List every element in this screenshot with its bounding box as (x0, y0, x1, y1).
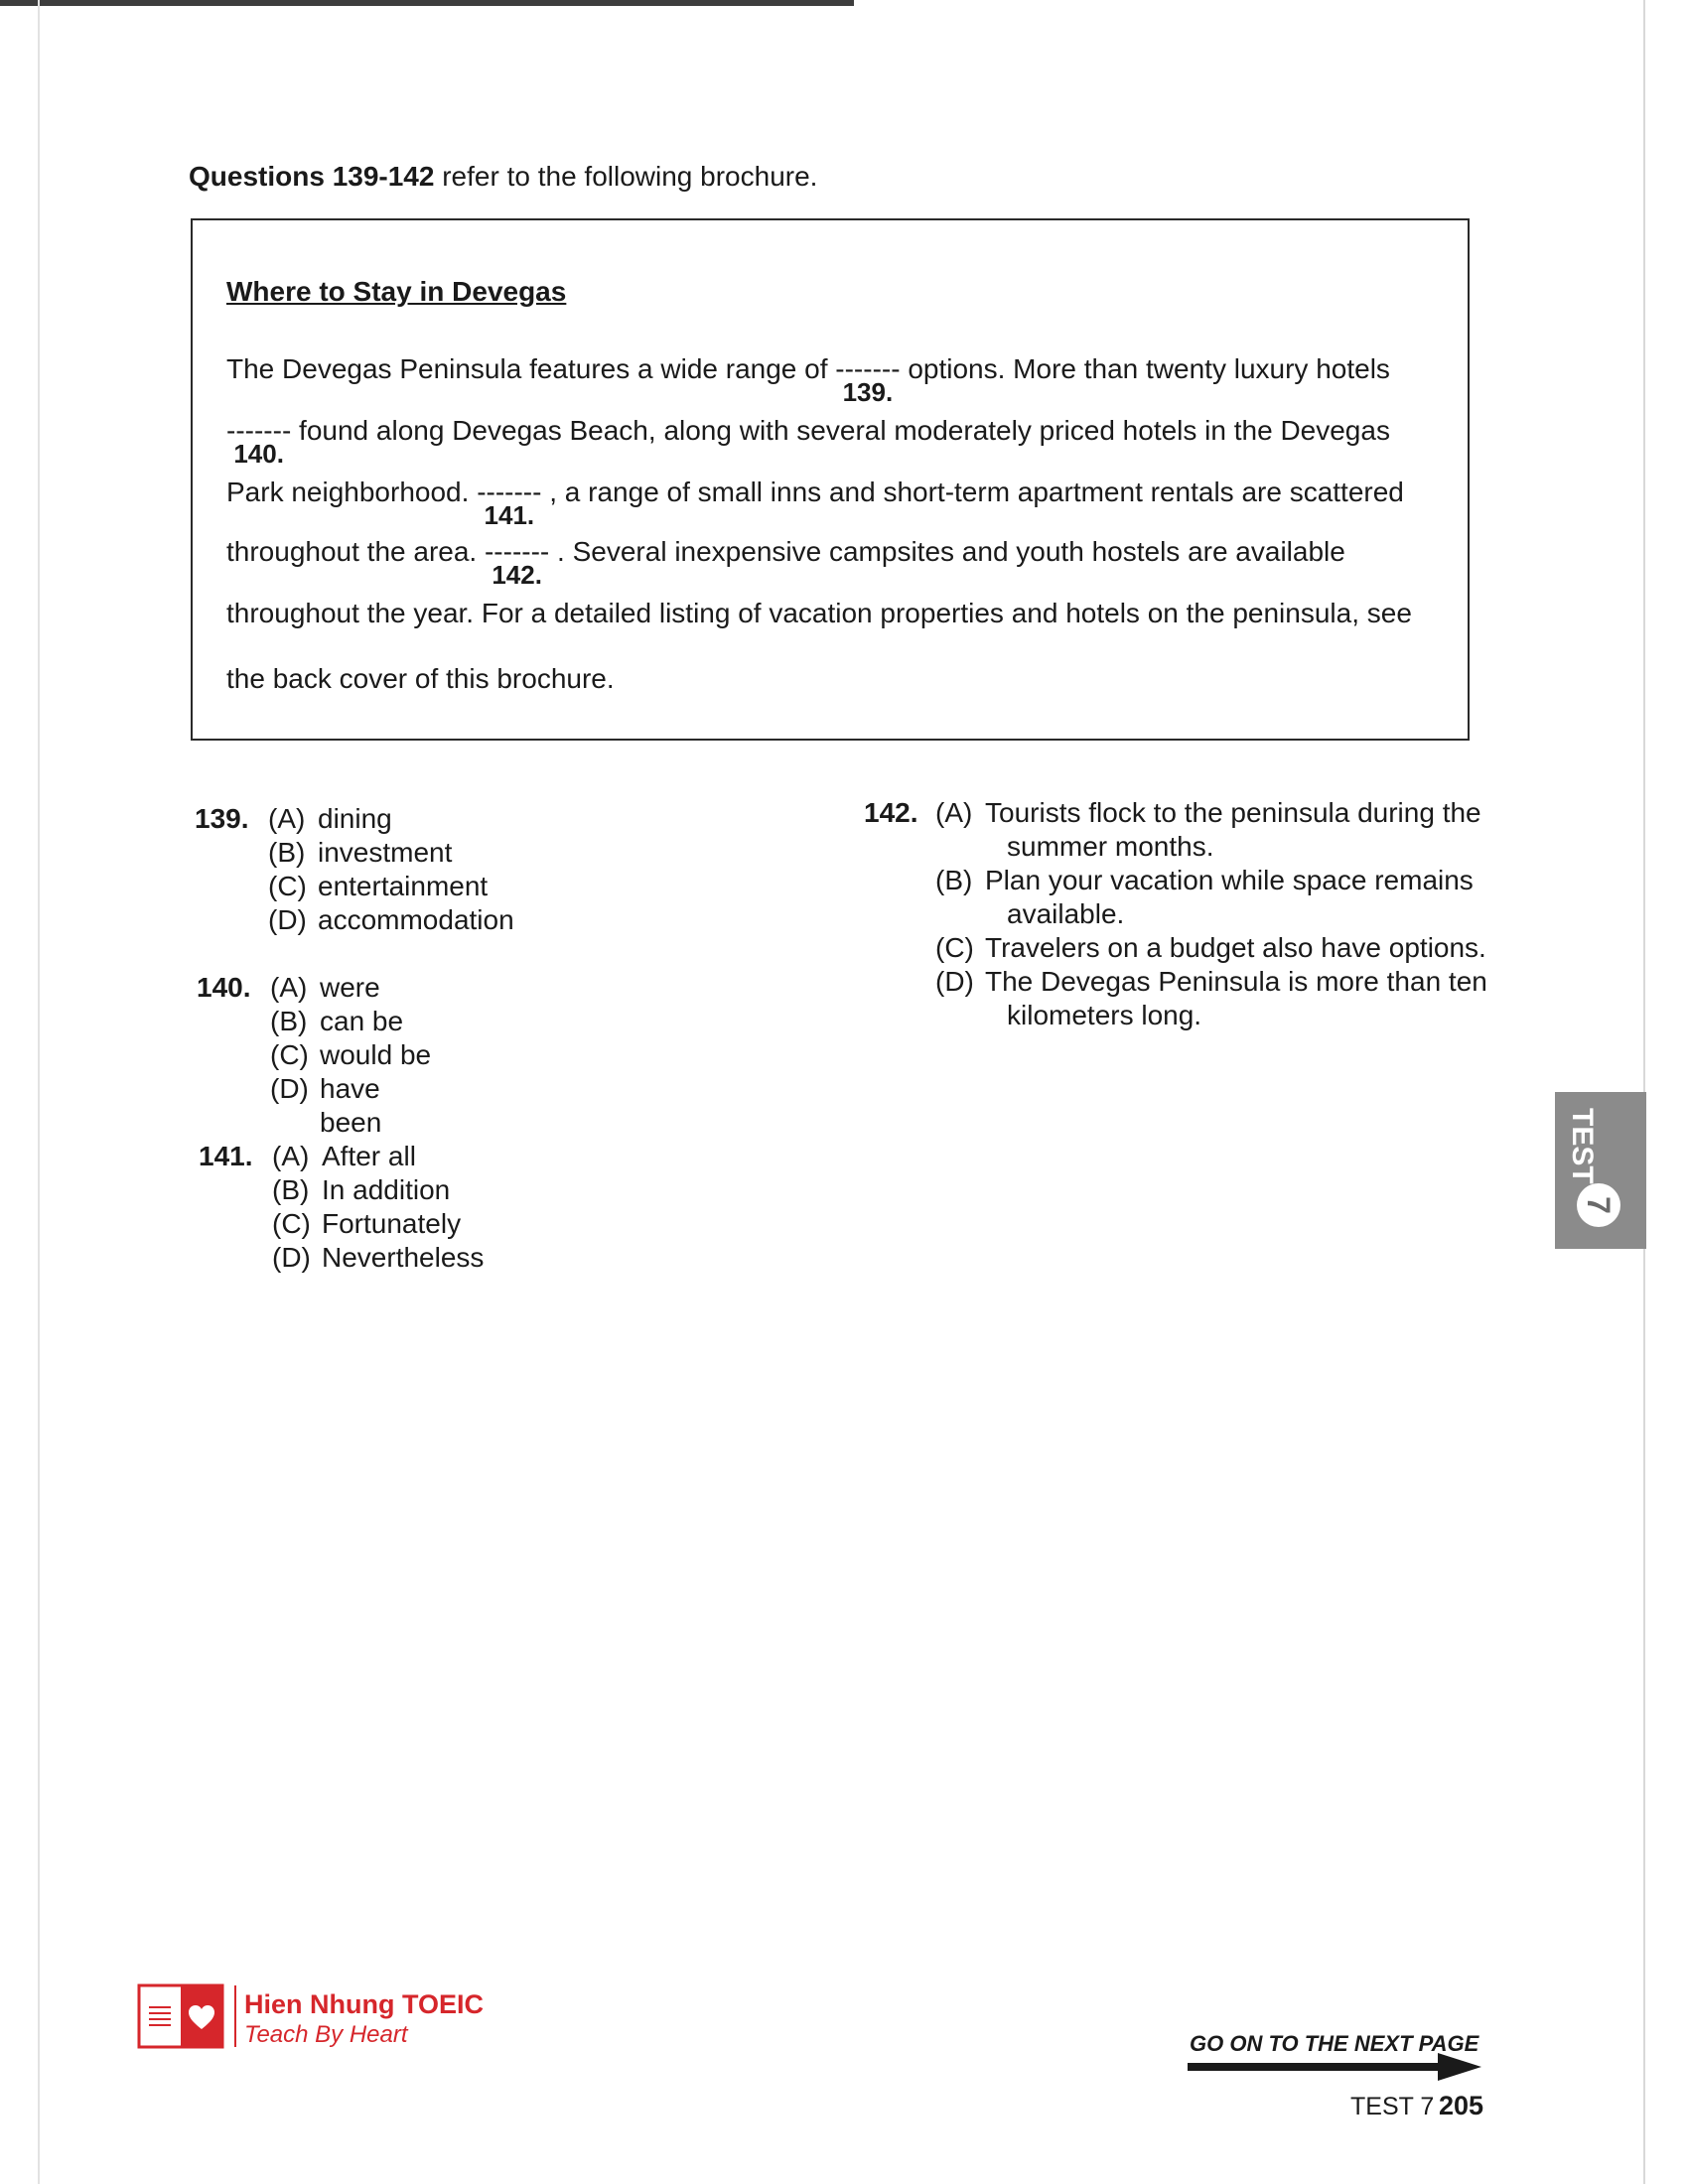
blank-139: ------- 139. (835, 353, 901, 407)
question-number: 139. (195, 803, 249, 834)
question-options (270, 971, 432, 1140)
option-b[interactable]: (B) Plan your vacation while space remains available. (935, 865, 1474, 929)
option-d[interactable]: (D) accommodation (268, 904, 514, 935)
option-c[interactable]: (C) would be (270, 1039, 432, 1070)
test-tab-number: 7 (1577, 1183, 1620, 1227)
footer-test-label: TEST 7 (1350, 2093, 1435, 2120)
hien-nhung-logo (135, 1981, 512, 2051)
brochure-line-1: The Devegas Peninsula features a wide range of ------- 139. options. More than twenty luxury hotels (226, 353, 1390, 407)
option-d[interactable]: (D) The Devegas Peninsula is more than ten kilometers long. (935, 966, 1487, 1030)
test-side-tab (1555, 1092, 1646, 1249)
option-b[interactable]: (B) investment (268, 837, 453, 868)
question-number: 141. (199, 1141, 253, 1171)
logo-tagline: Teach By Heart (244, 2021, 408, 2048)
question-options (935, 796, 1491, 1032)
brochure-line-3: Park neighborhood. ------- 141. , a range of small inns and short-term apartment rentals are scattered (226, 477, 1404, 530)
option-a[interactable]: (A) were (270, 972, 380, 1003)
page-top-edge (0, 0, 854, 6)
book-heart-icon (135, 1981, 226, 2051)
option-c[interactable]: (C) entertainment (268, 871, 489, 901)
option-c[interactable]: (C) Fortunately (272, 1208, 462, 1239)
blank-142: ------- 142. (484, 536, 550, 590)
questions-intro-text: refer to the following brochure. (434, 161, 818, 192)
option-a[interactable]: (A) Tourists flock to the peninsula during the summer months. (935, 797, 1481, 862)
option-d[interactable]: (D) Nevertheless (272, 1242, 485, 1273)
questions-range: Questions 139-142 (189, 161, 435, 192)
brochure-line-4: throughout the area. ------- 142. . Several inexpensive campsites and youth hostels are available (226, 536, 1345, 590)
page-left-edge (38, 0, 40, 2184)
option-b[interactable]: (B) In addition (272, 1174, 451, 1205)
option-d[interactable]: (D) have been (270, 1073, 382, 1138)
brochure-line-6: the back cover of this brochure. (226, 663, 615, 694)
test-tab-label: TEST (1566, 1108, 1599, 1184)
question-number: 140. (197, 972, 251, 1003)
brochure-line-5: throughout the year. For a detailed listing of vacation properties and hotels on the peninsula, see (226, 598, 1412, 628)
questions-intro (189, 161, 817, 193)
footer-page-number: 205 (1439, 2091, 1484, 2120)
brochure-title: Where to Stay in Devegas (226, 276, 567, 307)
question-options (268, 802, 514, 937)
blank-140: ------- 140. (226, 415, 292, 469)
go-to-next-page-label: GO ON TO THE NEXT PAGE (1190, 2031, 1479, 2056)
next-page-arrow-icon (1188, 2053, 1485, 2081)
logo-name: Hien Nhung TOEIC (244, 1989, 484, 2019)
brochure-box (191, 218, 1470, 741)
blank-141: ------- 141. (477, 477, 542, 530)
question-options (272, 1140, 484, 1275)
logo-divider (234, 1985, 236, 2047)
option-a[interactable]: (A) dining (268, 803, 392, 834)
question-number: 142. (864, 797, 918, 828)
option-b[interactable]: (B) can be (270, 1006, 404, 1036)
brochure-line-2: ------- 140. found along Devegas Beach, along with several moderately priced hotels in the Devegas (226, 415, 1390, 469)
option-a[interactable]: (A) After all (272, 1141, 416, 1171)
option-c[interactable]: (C) Travelers on a budget also have options. (935, 932, 1486, 963)
